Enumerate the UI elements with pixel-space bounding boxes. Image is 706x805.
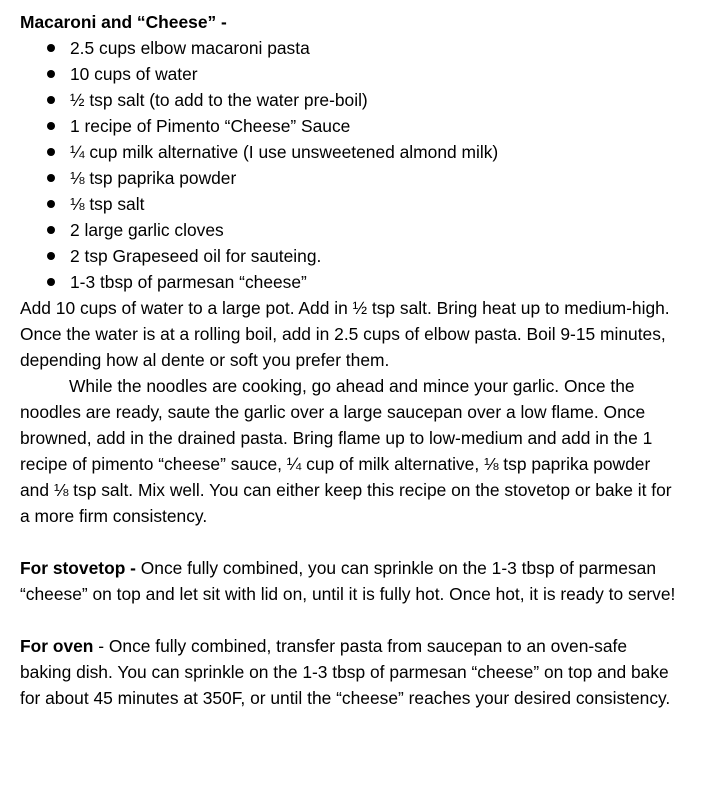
paragraph-spacer [20,607,680,633]
bullet-icon [47,174,55,182]
bullet-icon [47,278,55,286]
ingredient-item [20,139,680,165]
bullet-icon [47,226,55,234]
bullet-icon [47,96,55,104]
ingredient-item [20,113,680,139]
recipe-title: Macaroni and “Cheese” - [20,12,227,32]
instruction-paragraph-2-text: While the noodles are cooking, go ahead and mince your garlic. Once the noodles are ready, saute the garlic over a large saucepan over a low flame. Once browned, add in the drained pasta. Bring flame up to low-medium and add in the 1 recipe of pimento “cheese” sauce, ¼ cup of milk alternative, ⅛ tsp paprika powder and ⅛ tsp salt. Mix well. You can either keep this recipe on the stovetop or bake it for a more firm consistency. [20,376,672,526]
stovetop-label: For stovetop - [20,558,136,578]
ingredient-item [20,269,680,295]
ingredient-item [20,61,680,87]
ingredient-item [20,87,680,113]
paragraph-spacer [20,529,680,555]
ingredient-list [20,35,680,295]
oven-label: For oven [20,636,94,656]
bullet-icon [47,148,55,156]
ingredient-item [20,191,680,217]
ingredient-text: 2 large garlic cloves [70,220,224,240]
stovetop-section [20,555,680,607]
bullet-icon [47,70,55,78]
oven-text: - Once fully combined, transfer pasta from saucepan to an oven-safe baking dish. You can sprinkle on the 1-3 tbsp of parmesan “cheese” on top and bake for about 45 minutes at 350F, or until the “cheese” reaches your desired consistency. [20,636,671,708]
ingredient-text: ½ tsp salt (to add to the water pre-boil) [70,90,368,110]
stovetop-text: Once fully combined, you can sprinkle on the 1-3 tbsp of parmesan “cheese” on top and let sit with lid on, until it is fully hot. Once hot, it is ready to serve! [20,558,676,604]
ingredient-text: 2.5 cups elbow macaroni pasta [70,38,310,58]
instruction-paragraph-2 [20,373,680,529]
ingredient-text: 1 recipe of Pimento “Cheese” Sauce [70,116,351,136]
ingredient-text: 1-3 tbsp of parmesan “cheese” [70,272,307,292]
instruction-paragraph-1: Add 10 cups of water to a large pot. Add in ½ tsp salt. Bring heat up to medium-high. Once the water is at a rolling boil, add in 2.5 cups of elbow pasta. Boil 9-15 minutes, depending how al dente or soft you prefer them. [20,298,670,370]
ingredient-text: ⅛ tsp salt [70,194,145,214]
ingredient-text: 10 cups of water [70,64,198,84]
ingredient-text: 2 tsp Grapeseed oil for sauteing. [70,246,322,266]
bullet-icon [47,44,55,52]
bullet-icon [47,122,55,130]
bullet-icon [47,252,55,260]
ingredient-text: ⅛ tsp paprika powder [70,168,237,188]
ingredient-item [20,165,680,191]
ingredient-text: ¼ cup milk alternative (I use unsweetened almond milk) [70,142,499,162]
ingredient-item [20,35,680,61]
bullet-icon [47,200,55,208]
ingredient-item [20,217,680,243]
ingredient-item [20,243,680,269]
oven-section [20,633,680,711]
